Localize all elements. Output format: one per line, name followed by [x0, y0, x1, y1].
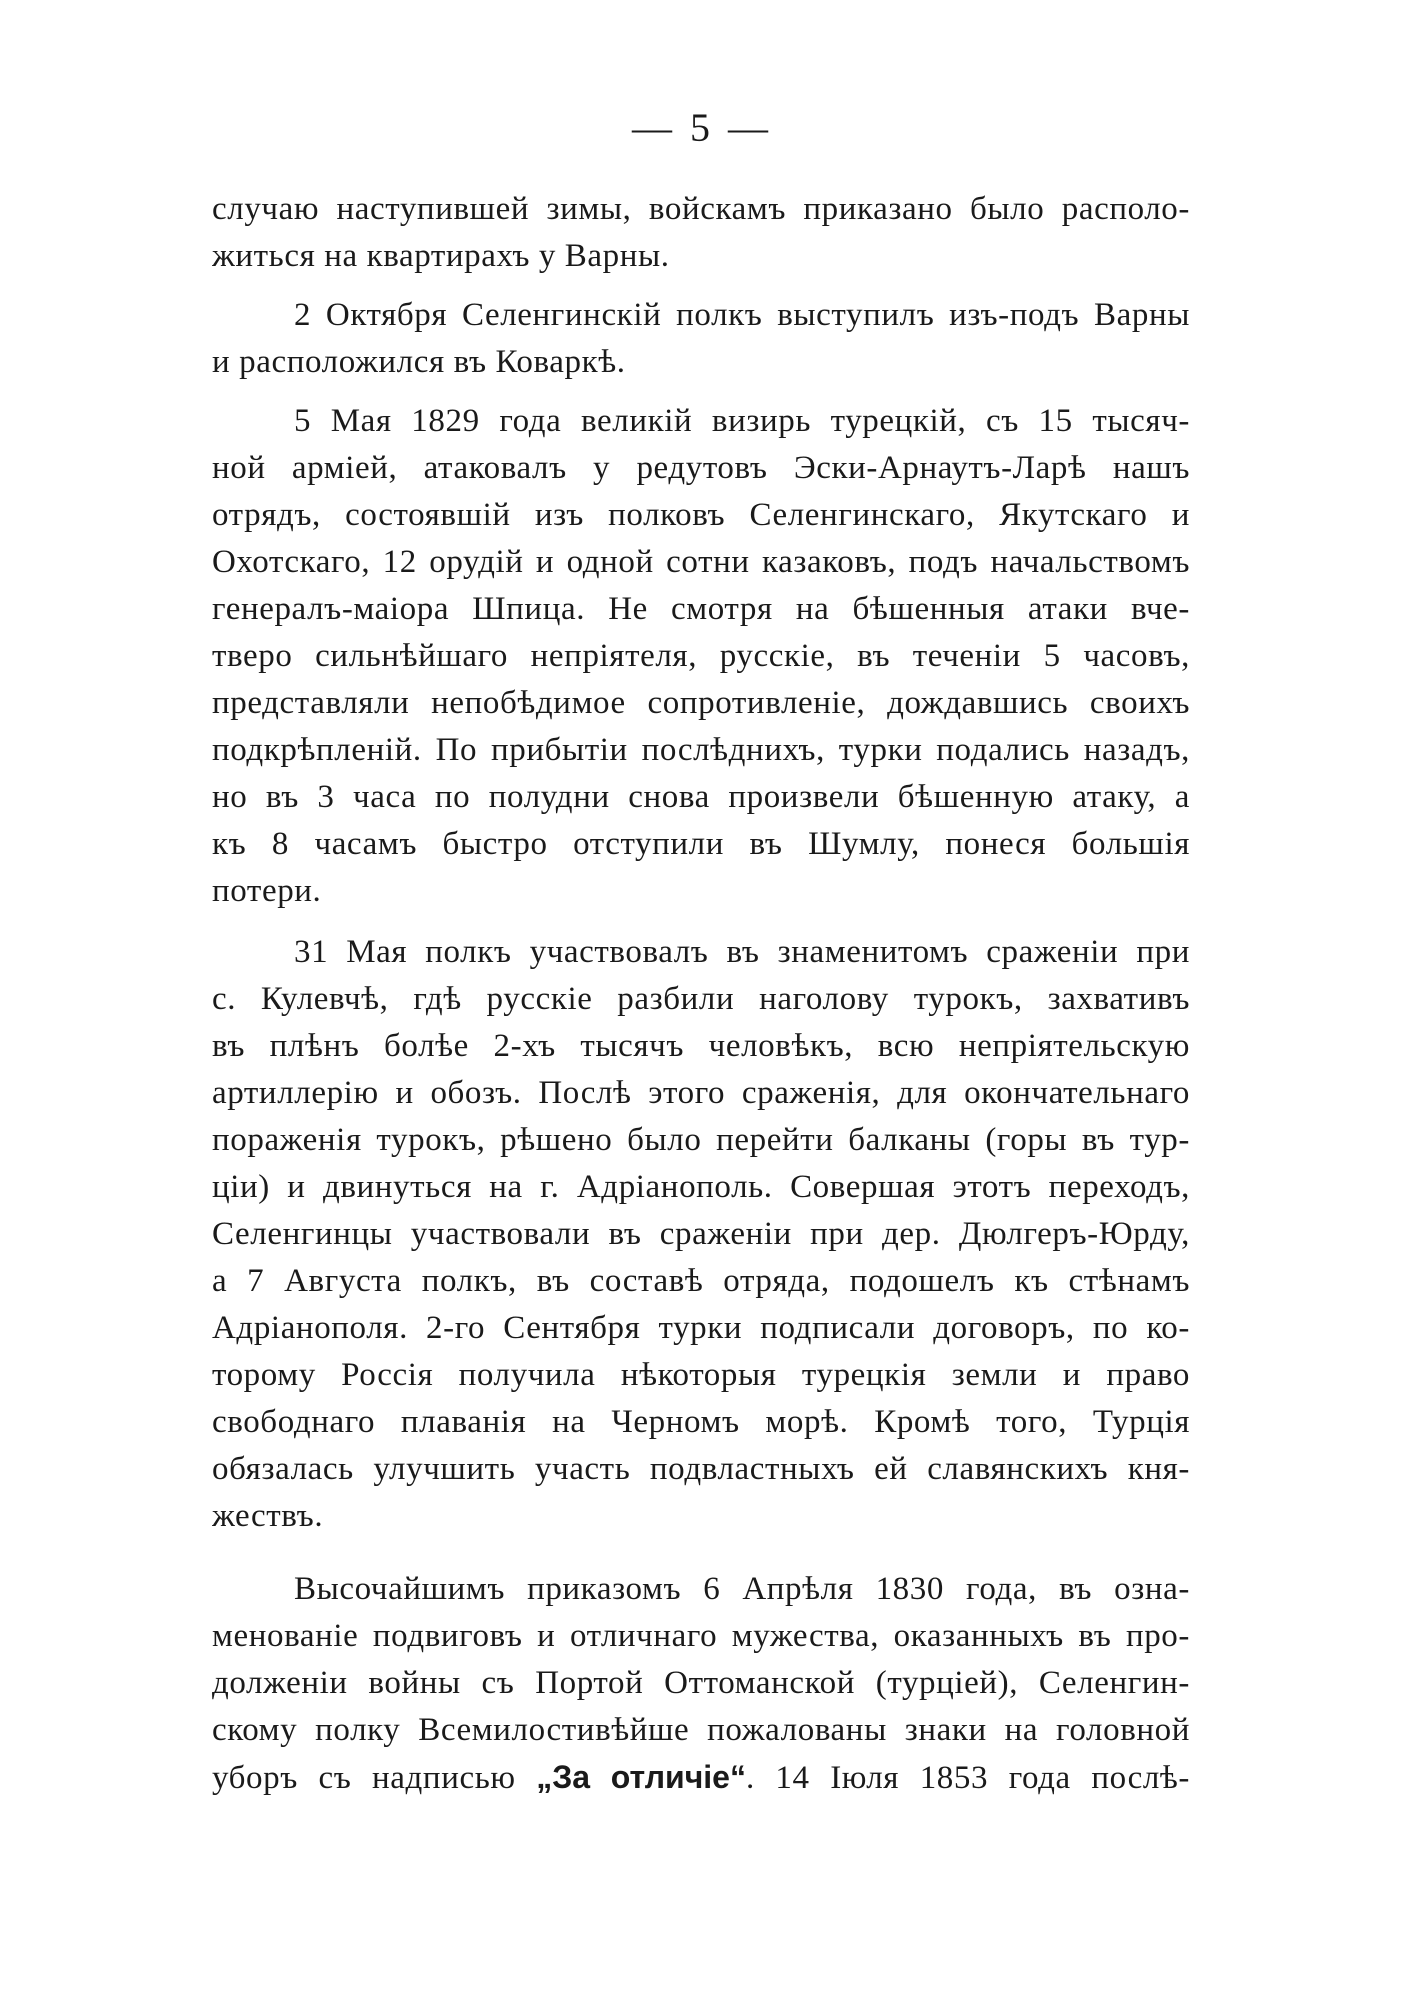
emphasis-phrase: „За отличіе“	[536, 1759, 746, 1795]
body-text	[212, 186, 1190, 1801]
text-fragment: уборъ съ надписью	[212, 1760, 537, 1796]
text-line: скому полку Всемилостивѣйше пожалованы знаки на головной	[212, 1712, 1190, 1748]
text-line: къ 8 часамъ быстро отступили въ Шумлу, понеся большія	[212, 826, 1190, 862]
text-line: пораженія турокъ, рѣшено было перейти балканы (горы въ тур-	[212, 1122, 1190, 1158]
text-line: а 7 Августа полкъ, въ составѣ отряда, подошелъ къ стѣнамъ	[212, 1263, 1190, 1299]
text-line: отрядъ, состоявшій изъ полковъ Селенгинскаго, Якутскаго и	[212, 497, 1190, 533]
text-line: ной арміей, атаковалъ у редутовъ Эски-Арнаутъ-Ларѣ нашъ	[212, 450, 1190, 486]
paragraph	[212, 929, 1190, 1540]
text-line: 5 Мая 1829 года великій визирь турецкій, съ 15 тысяч-	[294, 403, 1190, 439]
paragraph	[212, 398, 1190, 915]
paragraph	[212, 186, 1190, 280]
text-line: потери.	[212, 873, 322, 909]
text-line-with-emphasis	[212, 1754, 1190, 1801]
text-line: представляли непобѣдимое сопротивленіе, дождавшись своихъ	[212, 685, 1190, 721]
text-line: въ плѣнъ болѣе 2-хъ тысячъ человѣкъ, всю непріятельскую	[212, 1028, 1190, 1064]
text-line: жествъ.	[212, 1498, 324, 1534]
text-line: долженіи войны съ Портой Оттоманской (турціей), Селенгин-	[212, 1665, 1190, 1701]
text-line: с. Кулевчѣ, гдѣ русскіе разбили наголову турокъ, захвативъ	[212, 981, 1190, 1017]
text-line: житься на квартирахъ у Варны.	[212, 238, 670, 274]
text-line: тверо сильнѣйшаго непріятеля, русскіе, въ теченіи 5 часовъ,	[212, 638, 1190, 674]
text-line: торому Россія получила нѣкоторыя турецкія земли и право	[212, 1357, 1190, 1393]
text-line: но въ 3 часа по полудни снова произвели бѣшенную атаку, а	[212, 779, 1190, 815]
text-line: ціи) и двинуться на г. Адріанополь. Совершая этотъ переходъ,	[212, 1169, 1190, 1205]
text-line: и расположился въ Коваркѣ.	[212, 344, 626, 380]
text-line: обязалась улучшить участь подвластныхъ ей славянскихъ кня-	[212, 1451, 1190, 1487]
text-line: артиллерію и обозъ. Послѣ этого сраженія, для окончательнаго	[212, 1075, 1190, 1111]
text-line: Селенгинцы участвовали въ сраженіи при дер. Дюлгеръ-Юрду,	[212, 1216, 1190, 1252]
text-line: Охотскаго, 12 орудій и одной сотни казаковъ, подъ начальствомъ	[212, 544, 1190, 580]
text-line: свободнаго плаванія на Черномъ морѣ. Кромѣ того, Турція	[212, 1404, 1190, 1440]
text-line: подкрѣпленій. По прибытіи послѣднихъ, турки подались назадъ,	[212, 732, 1190, 768]
text-line: 2 Октября Селенгинскій полкъ выступилъ изъ-подъ Варны	[294, 297, 1190, 333]
text-line: Высочайшимъ приказомъ 6 Апрѣля 1830 года, въ озна-	[294, 1571, 1190, 1607]
text-line: случаю наступившей зимы, войскамъ приказано было располо-	[212, 191, 1190, 227]
text-line: генералъ-маіора Шпица. Не смотря на бѣшенныя атаки вче-	[212, 591, 1190, 627]
page-number: — 5 —	[632, 105, 772, 150]
paragraph	[212, 1566, 1190, 1801]
text-line: менованіе подвиговъ и отличнаго мужества, оказанныхъ въ про-	[212, 1618, 1190, 1654]
text-line: Адріанополя. 2-го Сентября турки подписали договоръ, по ко-	[212, 1310, 1190, 1346]
paragraph	[212, 292, 1190, 386]
text-fragment: . 14 Іюля 1853 года послѣ-	[745, 1760, 1190, 1796]
text-line: 31 Мая полкъ участвовалъ въ знаменитомъ сраженіи при	[294, 934, 1190, 970]
